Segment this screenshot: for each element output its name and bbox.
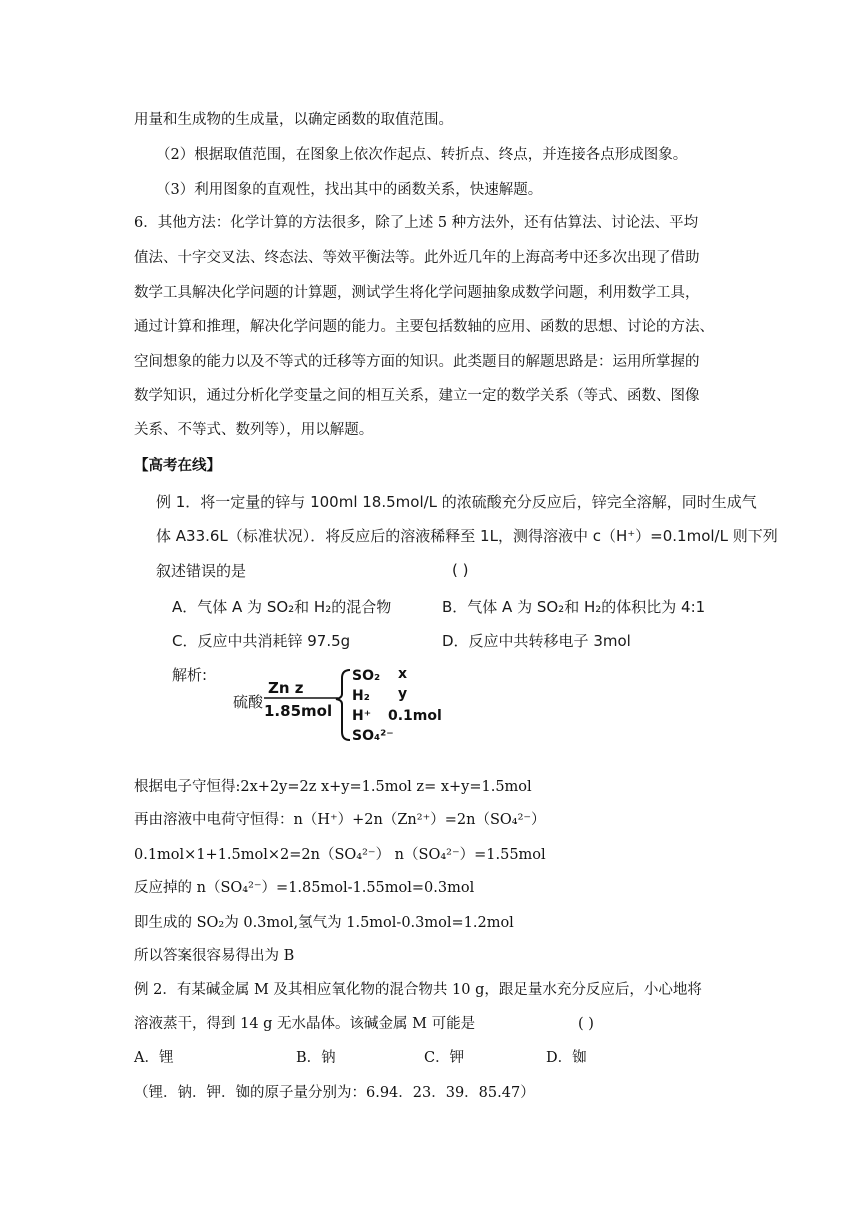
species-so4: SO₄²⁻ <box>352 728 394 744</box>
solution-line: 反应掉的 n（SO₄²⁻）=1.85mol-1.55mol=0.3mol <box>134 880 475 896</box>
paragraph-line: 空间想象的能力以及不等式的迁移等方面的知识。此类题目的解题思路是：运用所掌握的 <box>134 354 700 370</box>
note-line: （锂．钠．钾．铷的原子量分别为：6.94．23．39．85.47） <box>134 1085 535 1101</box>
amount-y: y <box>398 686 408 702</box>
arrow-bottom-label: 1.85mol <box>264 702 333 720</box>
paragraph-line: 6．其他方法：化学计算的方法很多，除了上述 5 种方法外，还有估算法、讨论法、平均 <box>134 215 699 231</box>
answer-blank: ( ) <box>578 1016 594 1032</box>
example1-line: 叙述错误的是 <box>156 562 247 580</box>
option-b: B．钠 <box>296 1050 336 1066</box>
example2-line: 溶液蒸干，得到 14 g 无水晶体。该碱金属 M 可能是 <box>134 1016 476 1032</box>
option-d: D．反应中共转移电子 3mol <box>442 632 631 650</box>
amount-x: x <box>398 666 408 682</box>
solution-line: 0.1mol×1+1.5mol×2=2n（SO₄²⁻） n（SO₄²⁻）=1.55mol <box>134 847 546 863</box>
reaction-diagram <box>228 664 478 744</box>
paragraph-line: 通过计算和推理，解决化学问题的能力。主要包括数轴的应用、函数的思想、讨论的方法、 <box>134 319 714 335</box>
example2-line: 例 2．有某碱金属 M 及其相应氧化物的混合物共 10 g，跟足量水充分反应后，小心地将 <box>134 982 702 998</box>
brace-icon <box>336 670 350 740</box>
solution-line: 再由溶液中电荷守恒得：n（H⁺）+2n（Zn²⁺）=2n（SO₄²⁻） <box>134 812 546 828</box>
example1-line: 例 1．将一定量的锌与 100ml 18.5mol/L 的浓硫酸充分反应后，锌完全溶解，同时生成气 <box>156 493 757 511</box>
section-heading: 【高考在线】 <box>134 457 221 474</box>
option-a: A．锂 <box>134 1050 174 1066</box>
solution-line: 根据电子守恒得:2x+2y=2z x+y=1.5mol z= x+y=1.5mol <box>134 779 532 795</box>
reactant-label: 硫酸 <box>233 693 264 711</box>
paragraph-line: 数学知识，通过分析化学变量之间的相互关系，建立一定的数学关系（等式、函数、图像 <box>134 388 700 404</box>
option-b: B．气体 A 为 SO₂和 H₂的体积比为 4:1 <box>442 598 706 616</box>
solution-line: 所以答案很容易得出为 B <box>134 948 295 964</box>
option-c: C．反应中共消耗锌 97.5g <box>172 632 351 650</box>
solution-line: 即生成的 SO₂为 0.3mol,氢气为 1.5mol-0.3mol=1.2mol <box>134 915 514 931</box>
analysis-label: 解析: <box>172 666 208 684</box>
paragraph-line: 关系、不等式、数列等），用以解题。 <box>134 422 374 438</box>
paragraph-line: 数学工具解决化学问题的计算题，测试学生将化学问题抽象成数学问题，利用数学工具， <box>134 285 700 301</box>
species-h2: H₂ <box>352 688 370 704</box>
paragraph-line: 值法、十字交叉法、终态法、等效平衡法等。此外近几年的上海高考中还多次出现了借助 <box>134 250 700 266</box>
option-d: D．铷 <box>546 1050 587 1066</box>
example1-line: 体 A33.6L（标准状况）．将反应后的溶液稀释至 1L，测得溶液中 c（H⁺）=0.1mol/L 则下列 <box>156 527 778 545</box>
option-a: A．气体 A 为 SO₂和 H₂的混合物 <box>172 598 392 616</box>
arrow-top-label: Zn z <box>268 679 304 697</box>
paragraph-line: 用量和生成物的生成量，以确定函数的取值范围。 <box>134 112 453 128</box>
species-so2: SO₂ <box>352 668 381 684</box>
species-h-plus: H⁺ <box>352 708 372 724</box>
paragraph-line: （3）利用图象的直观性，找出其中的函数关系，快速解题。 <box>156 182 543 198</box>
amount-h-plus: 0.1mol <box>388 708 442 724</box>
option-c: C．钾 <box>424 1050 465 1066</box>
answer-blank: ( ) <box>452 561 469 579</box>
paragraph-line: （2）根据取值范围，在图象上依次作起点、转折点、终点，并连接各点形成图象。 <box>156 147 688 163</box>
